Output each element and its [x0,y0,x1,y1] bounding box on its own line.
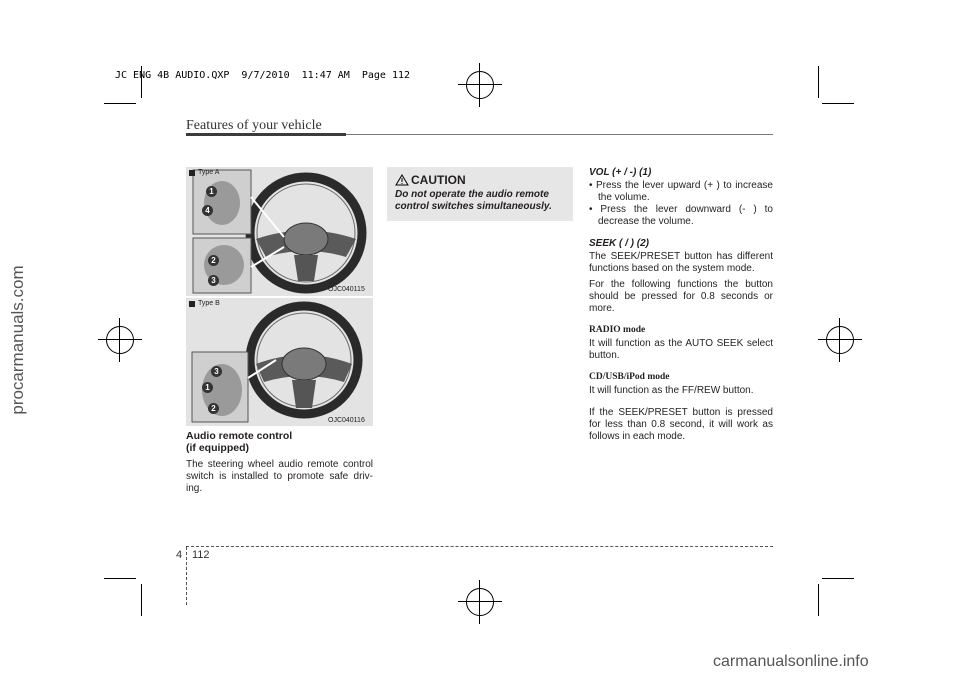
figure-type-b [186,298,373,426]
callout-2: 2 [208,403,219,414]
caution-text: Do not operate the audio remote control switches simultaneously. [395,189,552,212]
cd-mode-text: It will function as the FF/REW button. [589,385,754,396]
watermark-left: procarmanuals.com [8,265,27,415]
right-column [589,167,773,443]
radio-mode-heading: RADIO mode [589,325,646,335]
footer-divider [186,547,188,605]
footer-rule [186,546,773,547]
print-slug: JC ENG 4B AUDIO.QXP 9/7/2010 11:47 AM Page 112 [115,70,411,81]
registration-mark-left [106,326,134,354]
figure-type-a-code: OJC040115 [328,286,365,293]
section-body: The steering wheel audio remote control switch is installed to promote safe driv-ing. [186,459,373,494]
footer-chapter-number: 4 [176,549,183,561]
callout-3: 3 [211,366,222,377]
radio-mode-text: It will function as the AUTO SEEK select button. [589,338,773,361]
figure-type-a-label: Type A [189,169,219,176]
registration-mark-top [466,71,494,99]
section-heading: Audio remote control (if equipped) [186,430,293,454]
callout-3: 3 [208,275,219,286]
figure-type-b-code: OJC040116 [328,417,365,424]
vol-bullet-up: • Press the lever upward (+ ) to increase the volume. [589,180,773,203]
callout-2: 2 [208,255,219,266]
registration-mark-right [826,326,854,354]
callout-4: 4 [202,205,213,216]
header-rule-light [346,134,773,135]
seek-heading: SEEK ( / ) (2) [589,238,650,249]
footer-page-number: 112 [192,549,210,561]
figure-type-b-label: Type B [189,300,220,307]
header-rule-dark [186,133,346,136]
callout-1: 1 [206,186,217,197]
warning-triangle-icon [395,174,409,186]
cd-mode-heading: CD/USB/iPod mode [589,372,670,382]
caution-box [387,167,573,221]
callout-1: 1 [202,382,213,393]
vol-bullet-down: • Press the lever downward (- ) to decrease the volume. [589,204,773,227]
figure-type-a [186,167,373,296]
watermark-bottom: carmanualsonline.info [713,653,869,670]
vol-heading: VOL (+ / -) (1) [589,167,652,178]
seek-paragraph-3: If the SEEK/PRESET button is pressed for less than 0.8 second, it will work as follows in each mode. [589,407,773,442]
page-header-title: Features of your vehicle [186,118,322,133]
seek-paragraph-1: The SEEK/PRESET button has different functions based on the system mode. [589,251,773,274]
square-bullet-icon [189,170,195,176]
caution-title: CAUTION [411,173,466,187]
registration-mark-bottom [466,588,494,616]
square-bullet-icon [189,301,195,307]
seek-paragraph-2: For the following functions the button should be pressed for 0.8 seconds or more. [589,279,773,314]
